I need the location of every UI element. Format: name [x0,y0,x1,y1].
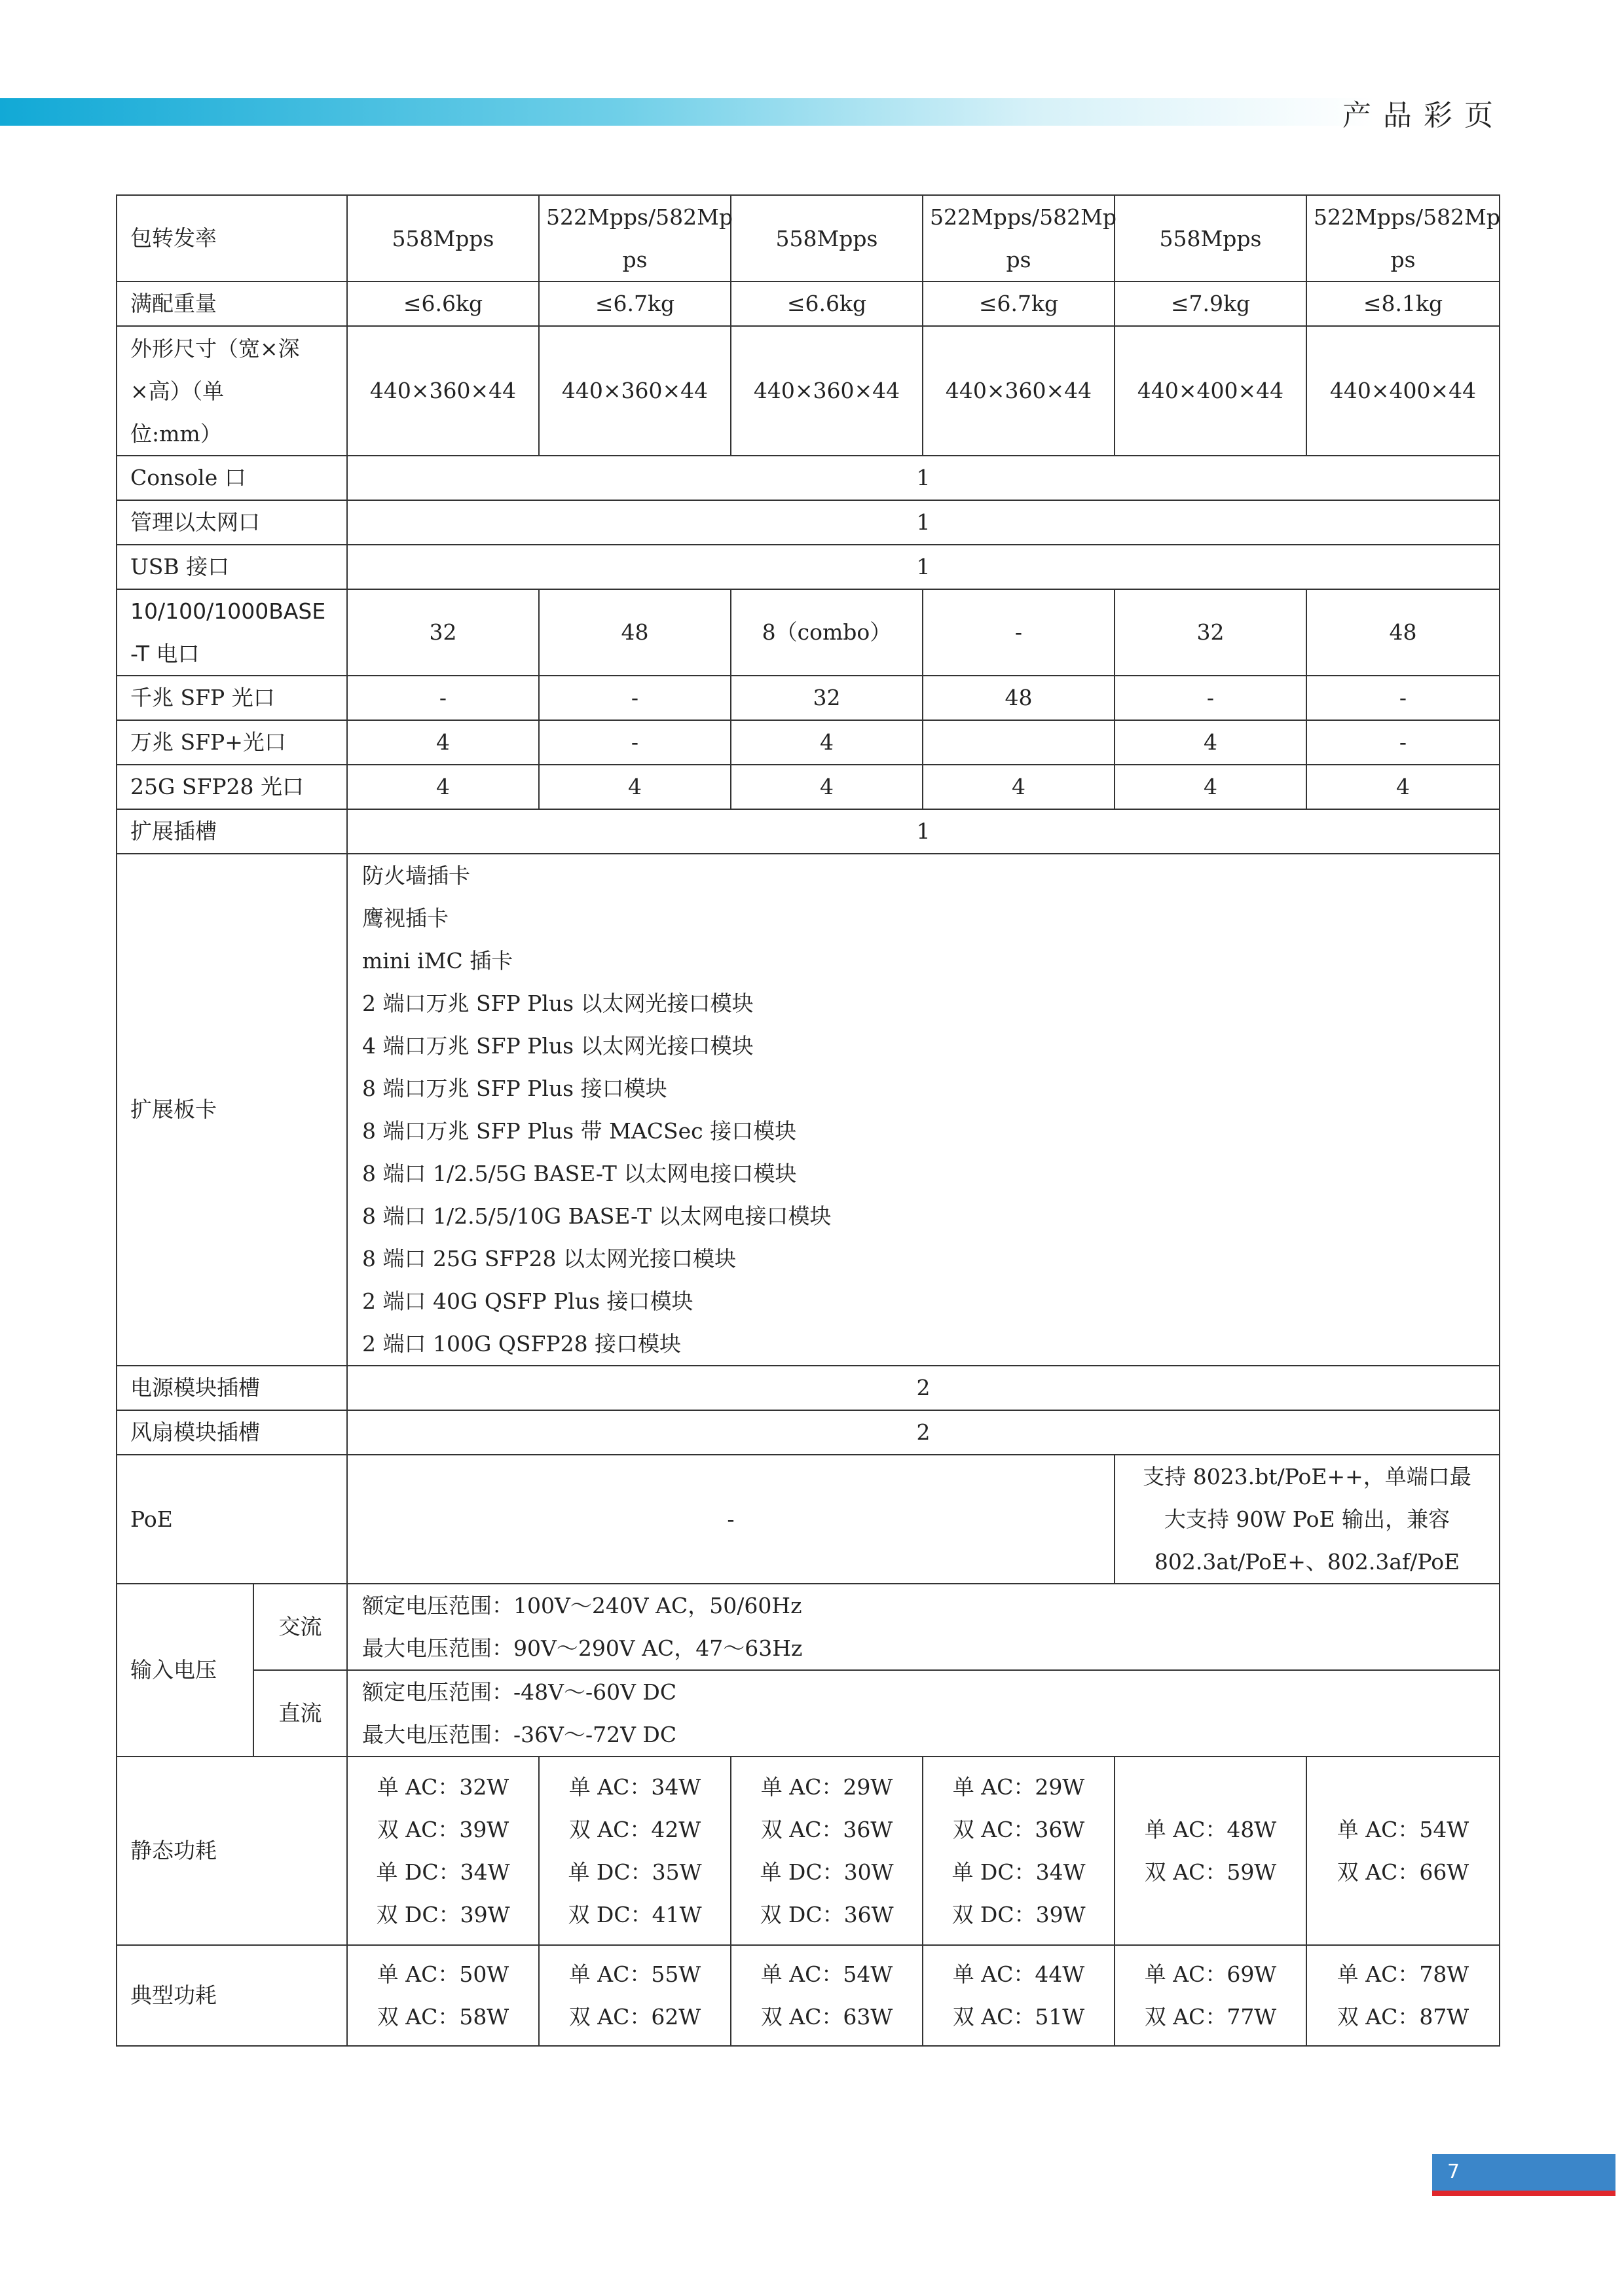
cell-ten-g-sfp-3: 4 [731,720,923,765]
list-item: 2 端口 40G QSFP Plus 接口模块 [362,1288,693,1314]
cell-typical-power-2: 单 AC：55W 双 AC：62W [539,1945,731,2046]
cell-sfp28-2: 4 [539,765,731,809]
row-label: 扩展插槽 [117,809,347,854]
sub-label-ac: 交流 [253,1584,347,1670]
cell-base-t-5: 32 [1115,589,1306,676]
cell-ac-voltage: 额定电压范围：100V～240V AC，50/60Hz 最大电压范围：90V～290V AC，47～63Hz [347,1584,1500,1670]
row-label: 万兆 SFP+光口 [117,720,347,765]
cell-base-t-3: 8（combo） [731,589,923,676]
cell-gig-sfp-3: 32 [731,676,923,720]
row-typical-power [117,1945,1500,2046]
cell-static-power-1: 单 AC：32W 双 AC：39W 单 DC：34W 双 DC：39W [347,1757,539,1945]
cell-gig-sfp-4: 48 [923,676,1115,720]
row-label: 包转发率 [117,195,347,282]
cell-dimensions-2: 440×360×44 [539,326,731,456]
page-number: 7 [1447,2160,1460,2183]
row-poe [117,1455,1500,1584]
row-gig-sfp [117,676,1500,720]
cell-packet-rate-4: 522Mpps/582Mp ps [923,195,1115,282]
row-label: 扩展板卡 [117,854,347,1366]
row-psu-slots [117,1366,1500,1410]
cell-mgmt-eth: 1 [347,500,1500,545]
row-label: 管理以太网口 [117,500,347,545]
cell-typical-power-6: 单 AC：78W 双 AC：87W [1306,1945,1500,2046]
row-expansion-slots [117,809,1500,854]
header-title: 产品彩页 [1342,99,1505,132]
cell-packet-rate-2: 522Mpps/582Mp ps [539,195,731,282]
row-label: 满配重量 [117,282,347,326]
cell-typical-power-5: 单 AC：69W 双 AC：77W [1115,1945,1306,2046]
cell-packet-rate-5: 558Mpps [1115,195,1306,282]
spec-table [116,194,1500,2047]
cell-static-power-2: 单 AC：34W 双 AC：42W 单 DC：35W 双 DC：41W [539,1757,731,1945]
cell-gig-sfp-6: - [1306,676,1500,720]
cell-sfp28-4: 4 [923,765,1115,809]
cell-typical-power-1: 单 AC：50W 双 AC：58W [347,1945,539,2046]
row-label: 电源模块插槽 [117,1366,347,1410]
row-static-power [117,1757,1500,1945]
row-label: 典型功耗 [117,1945,347,2046]
row-console [117,456,1500,500]
cell-ten-g-sfp-6: - [1306,720,1500,765]
row-label: USB 接口 [117,545,347,589]
cell-sfp28-3: 4 [731,765,923,809]
list-item: 鹰视插卡 [362,905,449,931]
row-mgmt-eth [117,500,1500,545]
cell-sfp28-1: 4 [347,765,539,809]
row-input-voltage-ac [117,1584,1500,1670]
row-usb [117,545,1500,589]
cell-usb: 1 [347,545,1500,589]
row-fan-slots [117,1410,1500,1455]
row-weight [117,282,1500,326]
cell-base-t-1: 32 [347,589,539,676]
list-item: 8 端口 1/2.5/5G BASE-T 以太网电接口模块 [362,1161,797,1186]
list-item: mini iMC 插卡 [362,948,513,974]
cell-static-power-6: 单 AC：54W 双 AC：66W [1306,1757,1500,1945]
cell-dimensions-6: 440×400×44 [1306,326,1500,456]
cell-expansion-slots: 1 [347,809,1500,854]
cell-weight-4: ≤6.7kg [923,282,1115,326]
cell-weight-6: ≤8.1kg [1306,282,1500,326]
header-gradient-bar [0,98,1375,126]
row-sfp28 [117,765,1500,809]
row-label: 输入电压 [117,1584,253,1757]
cell-packet-rate-3: 558Mpps [731,195,923,282]
cell-ten-g-sfp-2: - [539,720,731,765]
list-item: 8 端口 25G SFP28 以太网光接口模块 [362,1246,737,1271]
cell-ten-g-sfp-5: 4 [1115,720,1306,765]
row-label: 静态功耗 [117,1757,347,1945]
cell-packet-rate-6: 522Mpps/582Mp ps [1306,195,1500,282]
list-item: 防火墙插卡 [362,863,470,888]
page-number-underline [1432,2191,1615,2196]
list-item: 2 端口万兆 SFP Plus 以太网光接口模块 [362,991,754,1016]
row-label: 外形尺寸（宽×深 ×高）（单 位:mm） [117,326,347,456]
list-item: 8 端口万兆 SFP Plus 接口模块 [362,1076,667,1101]
cell-gig-sfp-1: - [347,676,539,720]
cell-static-power-5: 单 AC：48W 双 AC：59W [1115,1757,1306,1945]
row-label: 千兆 SFP 光口 [117,676,347,720]
row-label: Console 口 [117,456,347,500]
row-expansion-cards [117,854,1500,1366]
list-item: 4 端口万兆 SFP Plus 以太网光接口模块 [362,1033,754,1059]
cell-static-power-4: 单 AC：29W 双 AC：36W 单 DC：34W 双 DC：39W [923,1757,1115,1945]
list-item: 2 端口 100G QSFP28 接口模块 [362,1331,682,1357]
cell-typical-power-3: 单 AC：54W 双 AC：63W [731,1945,923,2046]
row-label: 风扇模块插槽 [117,1410,347,1455]
sub-label-dc: 直流 [253,1670,347,1757]
cell-poe-left: - [347,1455,1115,1584]
list-item: 8 端口 1/2.5/5/10G BASE-T 以太网电接口模块 [362,1203,832,1229]
cell-console: 1 [347,456,1500,500]
cell-typical-power-4: 单 AC：44W 双 AC：51W [923,1945,1115,2046]
row-label: PoE [117,1455,347,1584]
cell-sfp28-6: 4 [1306,765,1500,809]
cell-dimensions-1: 440×360×44 [347,326,539,456]
cell-base-t-6: 48 [1306,589,1500,676]
cell-dimensions-4: 440×360×44 [923,326,1115,456]
cell-static-power-3: 单 AC：29W 双 AC：36W 单 DC：30W 双 DC：36W [731,1757,923,1945]
list-item: 8 端口万兆 SFP Plus 带 MACSec 接口模块 [362,1118,797,1144]
row-label: 25G SFP28 光口 [117,765,347,809]
cell-base-t-4: - [923,589,1115,676]
expansion-card-list [347,854,1500,1366]
cell-base-t-2: 48 [539,589,731,676]
cell-gig-sfp-2: - [539,676,731,720]
cell-fan-slots: 2 [347,1410,1500,1455]
cell-ten-g-sfp-1: 4 [347,720,539,765]
row-dimensions [117,326,1500,456]
cell-dc-voltage: 额定电压范围：-48V～-60V DC 最大电压范围：-36V～-72V DC [347,1670,1500,1757]
cell-gig-sfp-5: - [1115,676,1306,720]
cell-dimensions-5: 440×400×44 [1115,326,1306,456]
row-label: 10/100/1000BASE -T 电口 [117,589,347,676]
row-base-t [117,589,1500,676]
cell-poe-right: 支持 8023.bt/PoE++，单端口最 大支持 90W PoE 输出，兼容 802.3at/PoE+、802.3af/PoE [1115,1455,1500,1584]
cell-weight-1: ≤6.6kg [347,282,539,326]
cell-sfp28-5: 4 [1115,765,1306,809]
cell-dimensions-3: 440×360×44 [731,326,923,456]
cell-weight-2: ≤6.7kg [539,282,731,326]
row-packet-rate [117,195,1500,282]
cell-packet-rate-1: 558Mpps [347,195,539,282]
row-ten-g-sfp [117,720,1500,765]
cell-weight-5: ≤7.9kg [1115,282,1306,326]
cell-psu-slots: 2 [347,1366,1500,1410]
row-input-voltage-dc [117,1670,1500,1757]
cell-weight-3: ≤6.6kg [731,282,923,326]
cell-ten-g-sfp-4 [923,720,1115,765]
